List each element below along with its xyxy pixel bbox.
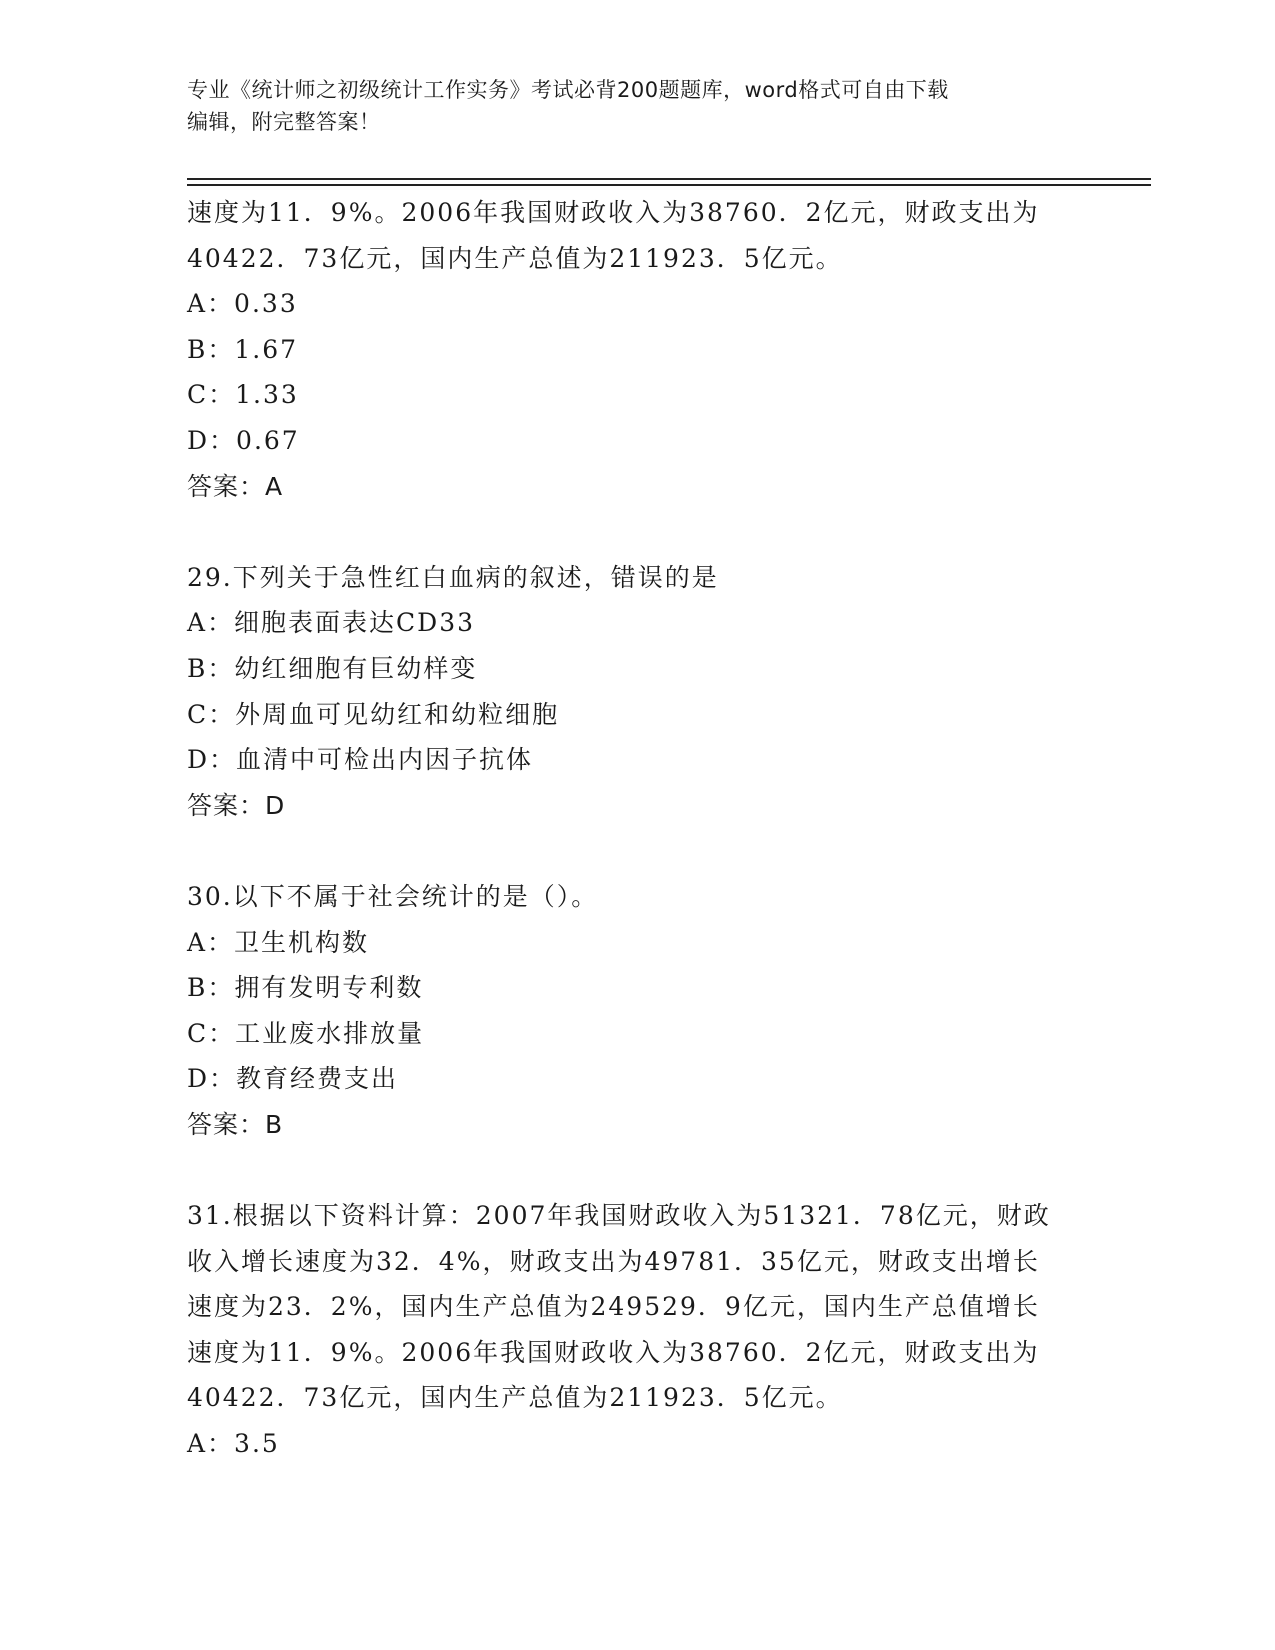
header-title-line-1: 专业《统计师之初级统计工作实务》考试必背200题题库，word格式可自由下载: [187, 78, 949, 102]
answer-label: 答案：B: [187, 1109, 284, 1139]
question-28-continued: [187, 190, 1087, 509]
question-text-line: 速度为23．2%，国内生产总值为249529．9亿元，国内生产总值增长: [187, 1292, 1040, 1322]
question-text-line: 40422．73亿元，国内生产总值为211923．5亿元。: [187, 243, 843, 273]
option-d: D：教育经费支出: [187, 1064, 399, 1094]
option-c: C：1.33: [187, 380, 299, 410]
header-title-line-2: 编辑，附完整答案！: [187, 110, 381, 134]
option-a: A：3.5: [187, 1429, 280, 1459]
option-a: A：细胞表面表达CD33: [187, 608, 476, 638]
question-text-line: 40422．73亿元，国内生产总值为211923．5亿元。: [187, 1383, 843, 1413]
question-31: [187, 1193, 1087, 1467]
option-b: B：拥有发明专利数: [187, 973, 424, 1003]
option-a: A：卫生机构数: [187, 927, 370, 957]
option-b: B：幼红细胞有巨幼样变: [187, 653, 478, 683]
question-list: [187, 190, 1087, 1467]
question-29: [187, 555, 1087, 829]
answer-label: 答案：A: [187, 471, 284, 501]
document-header: [187, 74, 1087, 138]
option-c: C：工业废水排放量: [187, 1018, 425, 1048]
option-d: D：0.67: [187, 425, 300, 455]
answer-label: 答案：D: [187, 790, 286, 820]
question-stem: 30.以下不属于社会统计的是（）。: [187, 881, 599, 911]
option-b: B：1.67: [187, 334, 299, 364]
option-d: D：血清中可检出内因子抗体: [187, 745, 534, 775]
question-text-line: 31.根据以下资料计算：2007年我国财政收入为51321．78亿元，财政: [187, 1201, 1051, 1231]
question-30: [187, 874, 1087, 1148]
question-stem: 29.下列关于急性红白血病的叙述，错误的是: [187, 562, 719, 592]
question-text-line: 速度为11．9%。2006年我国财政收入为38760．2亿元，财政支出为: [187, 198, 1040, 227]
header-divider-bottom: [187, 184, 1151, 186]
option-a: A：0.33: [187, 289, 298, 319]
question-text-line: 速度为11．9%。2006年我国财政收入为38760．2亿元，财政支出为: [187, 1337, 1040, 1367]
header-divider-top: [187, 178, 1151, 180]
option-c: C：外周血可见幼红和幼粒细胞: [187, 699, 560, 729]
question-text-line: 收入增长速度为32．4%，财政支出为49781．35亿元，财政支出增长: [187, 1246, 1040, 1276]
